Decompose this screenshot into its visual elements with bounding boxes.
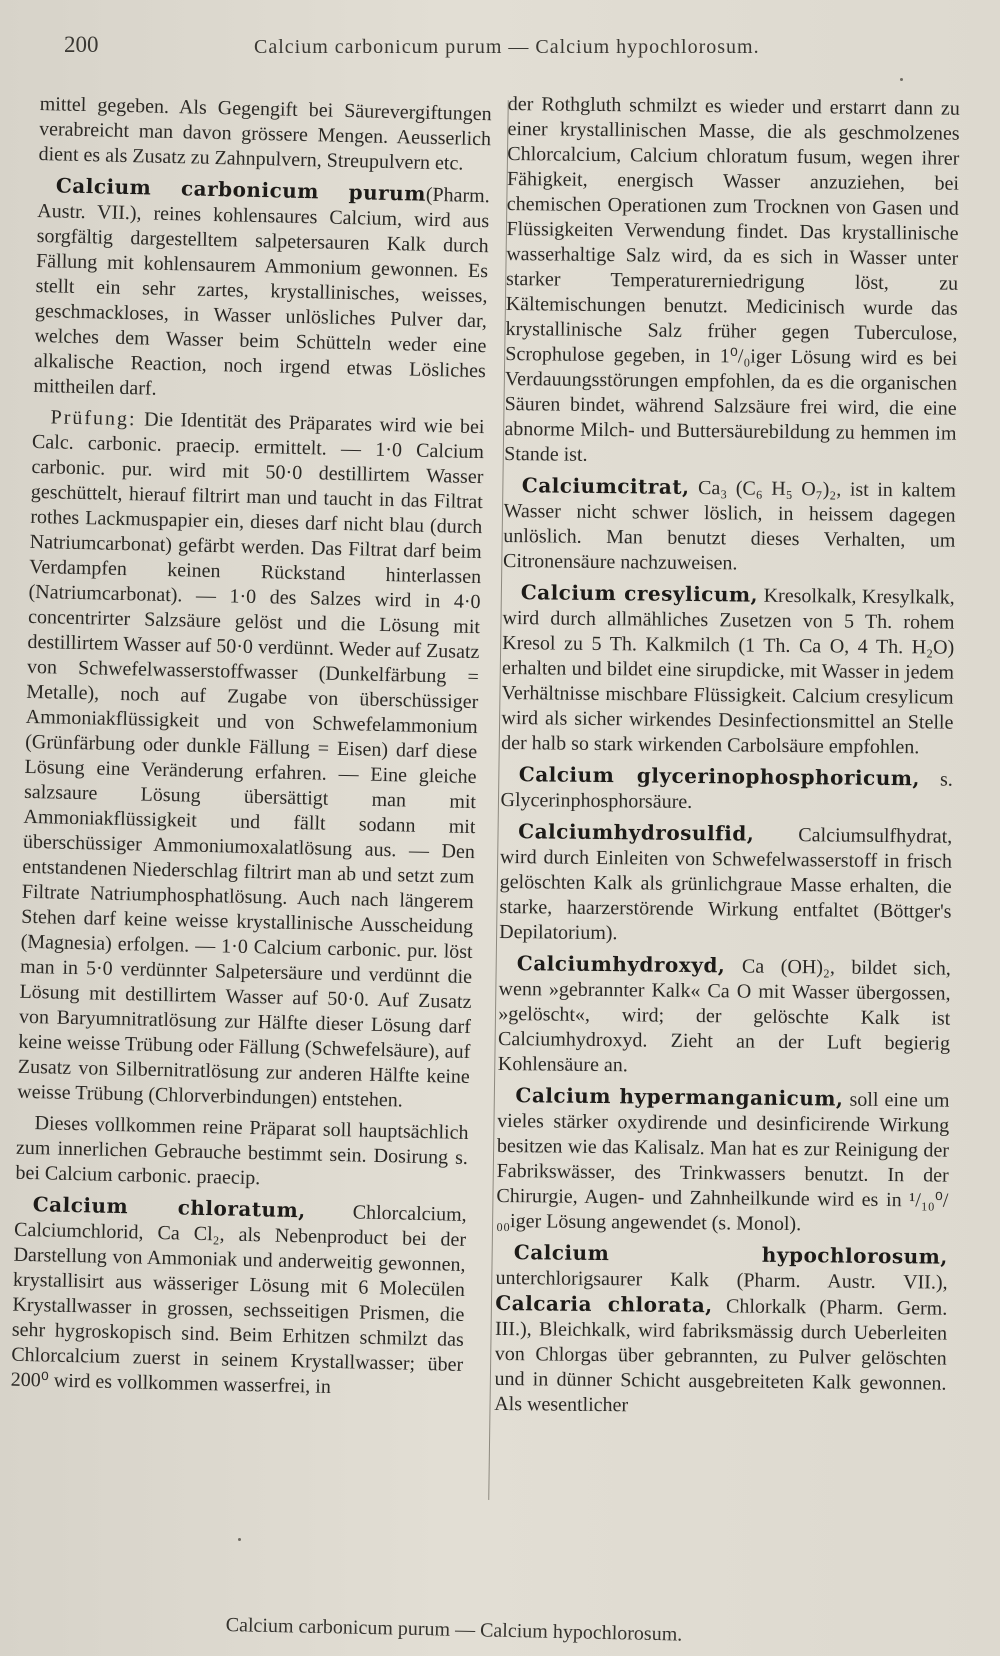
running-head-title: Calcium carbonicum purum — Calcium hypochlorosum. — [254, 36, 760, 58]
entry-text: Chlorkalk (Pharm. Germ. III.), Bleichkalk, wird fabriksmässig durch Ueberleiten von Chlorgas über gebrannten, zu Pulver gelöschten und in dünner Schicht ausgebreiteten Kalk gewonnen. Als wesentlicher — [494, 1295, 948, 1417]
entry-text: Chlorcalcium, Calciumchlorid, Ca Cl₂, als Nebenproduct bei der Darstellung von Ammoniak und anderweitig gewonnen, krystallisirt aus wässeriger Lösung mit 6 Molecülen Krystallwasser in grossen, sechsseitigen Prismen, die sehr hygroskopisch sind. Beim Erhitzen schmilzt das Chlorcalcium zuerst in seinem Krystallwasser; über 200⁰ wird es vollkommen wasserfrei, in — [10, 1200, 467, 1398]
entry-heading: Calciumcitrat, — [521, 473, 690, 499]
entry-text: s. Glycerinphosphorsäure. — [500, 768, 953, 813]
paper-speck — [900, 78, 903, 81]
entry-calciumcitrat — [503, 473, 956, 579]
entry-text: soll eine um vieles stärker oxydirende und desinficirende Wirkung besitzen wie das Kalisalz. Man hat es zur Reinigung der Fabrikswässer, des Trinkwassers benutzt. In der Chirurgie, Augen- und Zahnheilkunde wird es in ¹/₁₀⁰/₀₀iger Lösung angewendet (s. Monol). — [496, 1088, 950, 1236]
paragraph: Dieses vollkommen reine Präparat soll hauptsächlich zum innerlichen Gebrauche bestimmt sein. Dosirung s. bei Calcium carbonic. praecip. — [15, 1112, 469, 1190]
entry-calciumhydroxyd — [498, 951, 951, 1082]
entry-text: Ca₃ (C₆ H₅ O₇)₂, ist in kaltem Wasser nicht schwer löslich, in heissem dagegen unlöslich. Man benutzt dieses Verhalten, um Citronensäure nachzuweisen. — [502, 476, 956, 575]
entry-calcium-glycerinophosphoricum — [500, 762, 953, 818]
running-head — [64, 32, 944, 62]
entry-heading: Calcium hypermanganicum, — [515, 1083, 844, 1111]
page-number: 200 — [64, 32, 99, 57]
entry-heading: Calciumhydrosulfid, — [518, 819, 755, 846]
entry-heading: Calcium chloratum, — [32, 1192, 307, 1223]
entry-calcium-hypochlorosum — [494, 1240, 948, 1422]
left-column — [7, 92, 492, 1542]
right-column — [493, 92, 960, 1537]
entry-text: (Pharm. Austr. VII.), reines kohlensaures Calcium, wird aus sorgfältig dargestelltem salpetersauren Kalk durch Fällung mit kohlensaurem Ammonium gewonnen. Es stellt ein sehr zartes, krystallinisches, weisses, geschmackloses, in Wasser unlösliches Pulver dar, welches dem Wasser beim Schütteln weder eine alkalische Reaction, noch irgend etwas Lösliches mittheilen darf. — [33, 183, 491, 400]
entry-calcium-hypermanganicum — [496, 1083, 950, 1239]
entry-calcium-cresylicum — [501, 580, 955, 761]
page-footer: Calcium carbonicum purum — Calcium hypochlorosum. — [225, 1614, 683, 1646]
entry-text: Ca (OH)₂, bildet sich, wenn »gebrannter Kalk« Ca O mit Wasser übergossen, »gelöscht«, wird; der gelöschte Kalk ist Calciumhydroxyd. Zieht an der Luft begierig Kohlensäure an. — [497, 955, 951, 1077]
entry-calcium-carbonicum-purum — [33, 173, 490, 409]
entry-heading: Calcium cresylicum, — [520, 580, 759, 607]
entry-heading-secondary: Calcaria chlorata, — [495, 1290, 713, 1318]
pruefung-label: Prüfung: — [50, 406, 137, 431]
entry-heading: Calcium glycerinophosphoricum, — [518, 762, 921, 791]
paragraph: mittel gegeben. Als Gegengift bei Säurevergiftungen verabreicht man davon grössere Mengen. Aeusserlich dient es als Zusatz zu Zahnpulvern, Streupulvern etc. — [38, 92, 492, 175]
entry-text: Calciumsulfhydrat, wird durch Einleiten von Schwefelwasserstoff in frisch gelöschten Kalk als grünlichgraue Masse erhalten, die starke, haarzerstörende Wirkung entfaltet (Böttger's Depilatorium). — [499, 823, 953, 945]
entry-heading: Calcium hypochlorosum, — [513, 1240, 948, 1269]
entry-heading: Calcium carbonicum purum — [55, 173, 427, 206]
entry-calcium-chloratum — [10, 1192, 466, 1403]
paragraph: der Rothgluth schmilzt es wieder und erstarrt dann zu einer krystallinischen Masse, die als geschmolzenes Chlorcalcium, Calcium chloratum fusum, wegen ihrer Fähigkeit, energisch Wasser anzuziehen, bei chemischen Operationen zum Trocknen von Gasen und Flüssigkeiten Verwendung findet. Das krystallinische wasserhaltige Salz wird, da es sich in Wasser unter starker Temperaturerniedrigung löst, zu Kältemischungen benutzt. Medicinisch wurde das krystallinische Salz früher gegen Tuberculose, Scrophulose gegeben, in 1⁰/₀iger Lösung wird es bei Verdauungsstörungen empfohlen, da es die organischen Säuren bindet, während Salzsäure frei wird, die eine abnorme Milch- und Buttersäurebildung zu hemmen im Stande ist. — [504, 92, 960, 466]
entry-heading: Calciumhydroxyd, — [516, 951, 726, 978]
paper-speck — [238, 1538, 241, 1541]
paragraph-pruefung — [17, 405, 485, 1115]
entry-calciumhydrosulfid — [499, 819, 952, 950]
entry-text: unterchlorigsaurer Kalk (Pharm. Austr. VII.), — [495, 1266, 948, 1294]
entry-text: Kresolkalk, Kresylkalk, wird durch allmähliches Zusetzen von 5 Th. rohem Kresol zu 5 Th. Kalkmilch (1 Th. Ca O, 4 Th. H₂O) erhalten und bildet eine sirupdicke, mit Wasser in jedem Verhältnisse mischbare Flüssigkeit. Calcium cresylicum wird als sicher wirkendes Desinfectionsmittel an Stelle der halb so stark wirkenden Carbolsäure empfohlen. — [501, 584, 955, 759]
paragraph-text: Die Identität des Präparates wird wie bei Calc. carbonic. praecip. ermittelt. — 1·0 Calcium carbonic. pur. wird mit 50·0 destillirtem Wasser geschüttelt, hierauf filtrirt man und taucht in das Filtrat rothes Lackmuspapier ein, dieses darf nicht blau (durch Natriumcarbonat) gefärbt werden. Das Filtrat darf beim Verdampfen keinen Rückstand hinterlassen (Natriumcarbonat). — 1·0 des Salzes wird in 4·0 concentrirter Salzsäure gelöst und die Lösung mit destillirtem Wasser auf 50·0 verdünnt. Weder auf Zusatz von Schwefelwasserstoffwasser (Dunkelfärbung = Metalle), noch auf Zugabe von überschüssiger Ammoniakflüssigkeit und von Schwefelammonium (Grünfärbung oder dunkle Fällung = Eisen) darf diese Lösung eine Veränderung erfahren. — Eine gleiche salzsaure Lösung übersättigt man mit Ammoniakflüssigkeit und fällt sodann mit überschüssiger Ammoniumoxalatlösung aus. — Den entstandenen Niederschlag filtrirt man ab und setzt zum Filtrate Natriumphosphatlösung. Auch nach längerem Stehen darf keine weisse krystallinische Ausscheidung (Magnesia) erfolgen. — 1·0 Calcium carbonic. pur. löst man in 5·0 verdünnter Salpetersäure und verdünnt die Lösung mit destillirtem Wasser auf 50·0. Auf Zusatz von Baryumnitratlösung zur Hälfte dieser Lösung darf keine weisse Trübung oder Fällung (Schwefelsäure), auf Zusatz von Silbernitratlösung zur anderen Hälfte keine weisse Trübung (Chlorverbindungen) entstehen. — [17, 408, 485, 1112]
